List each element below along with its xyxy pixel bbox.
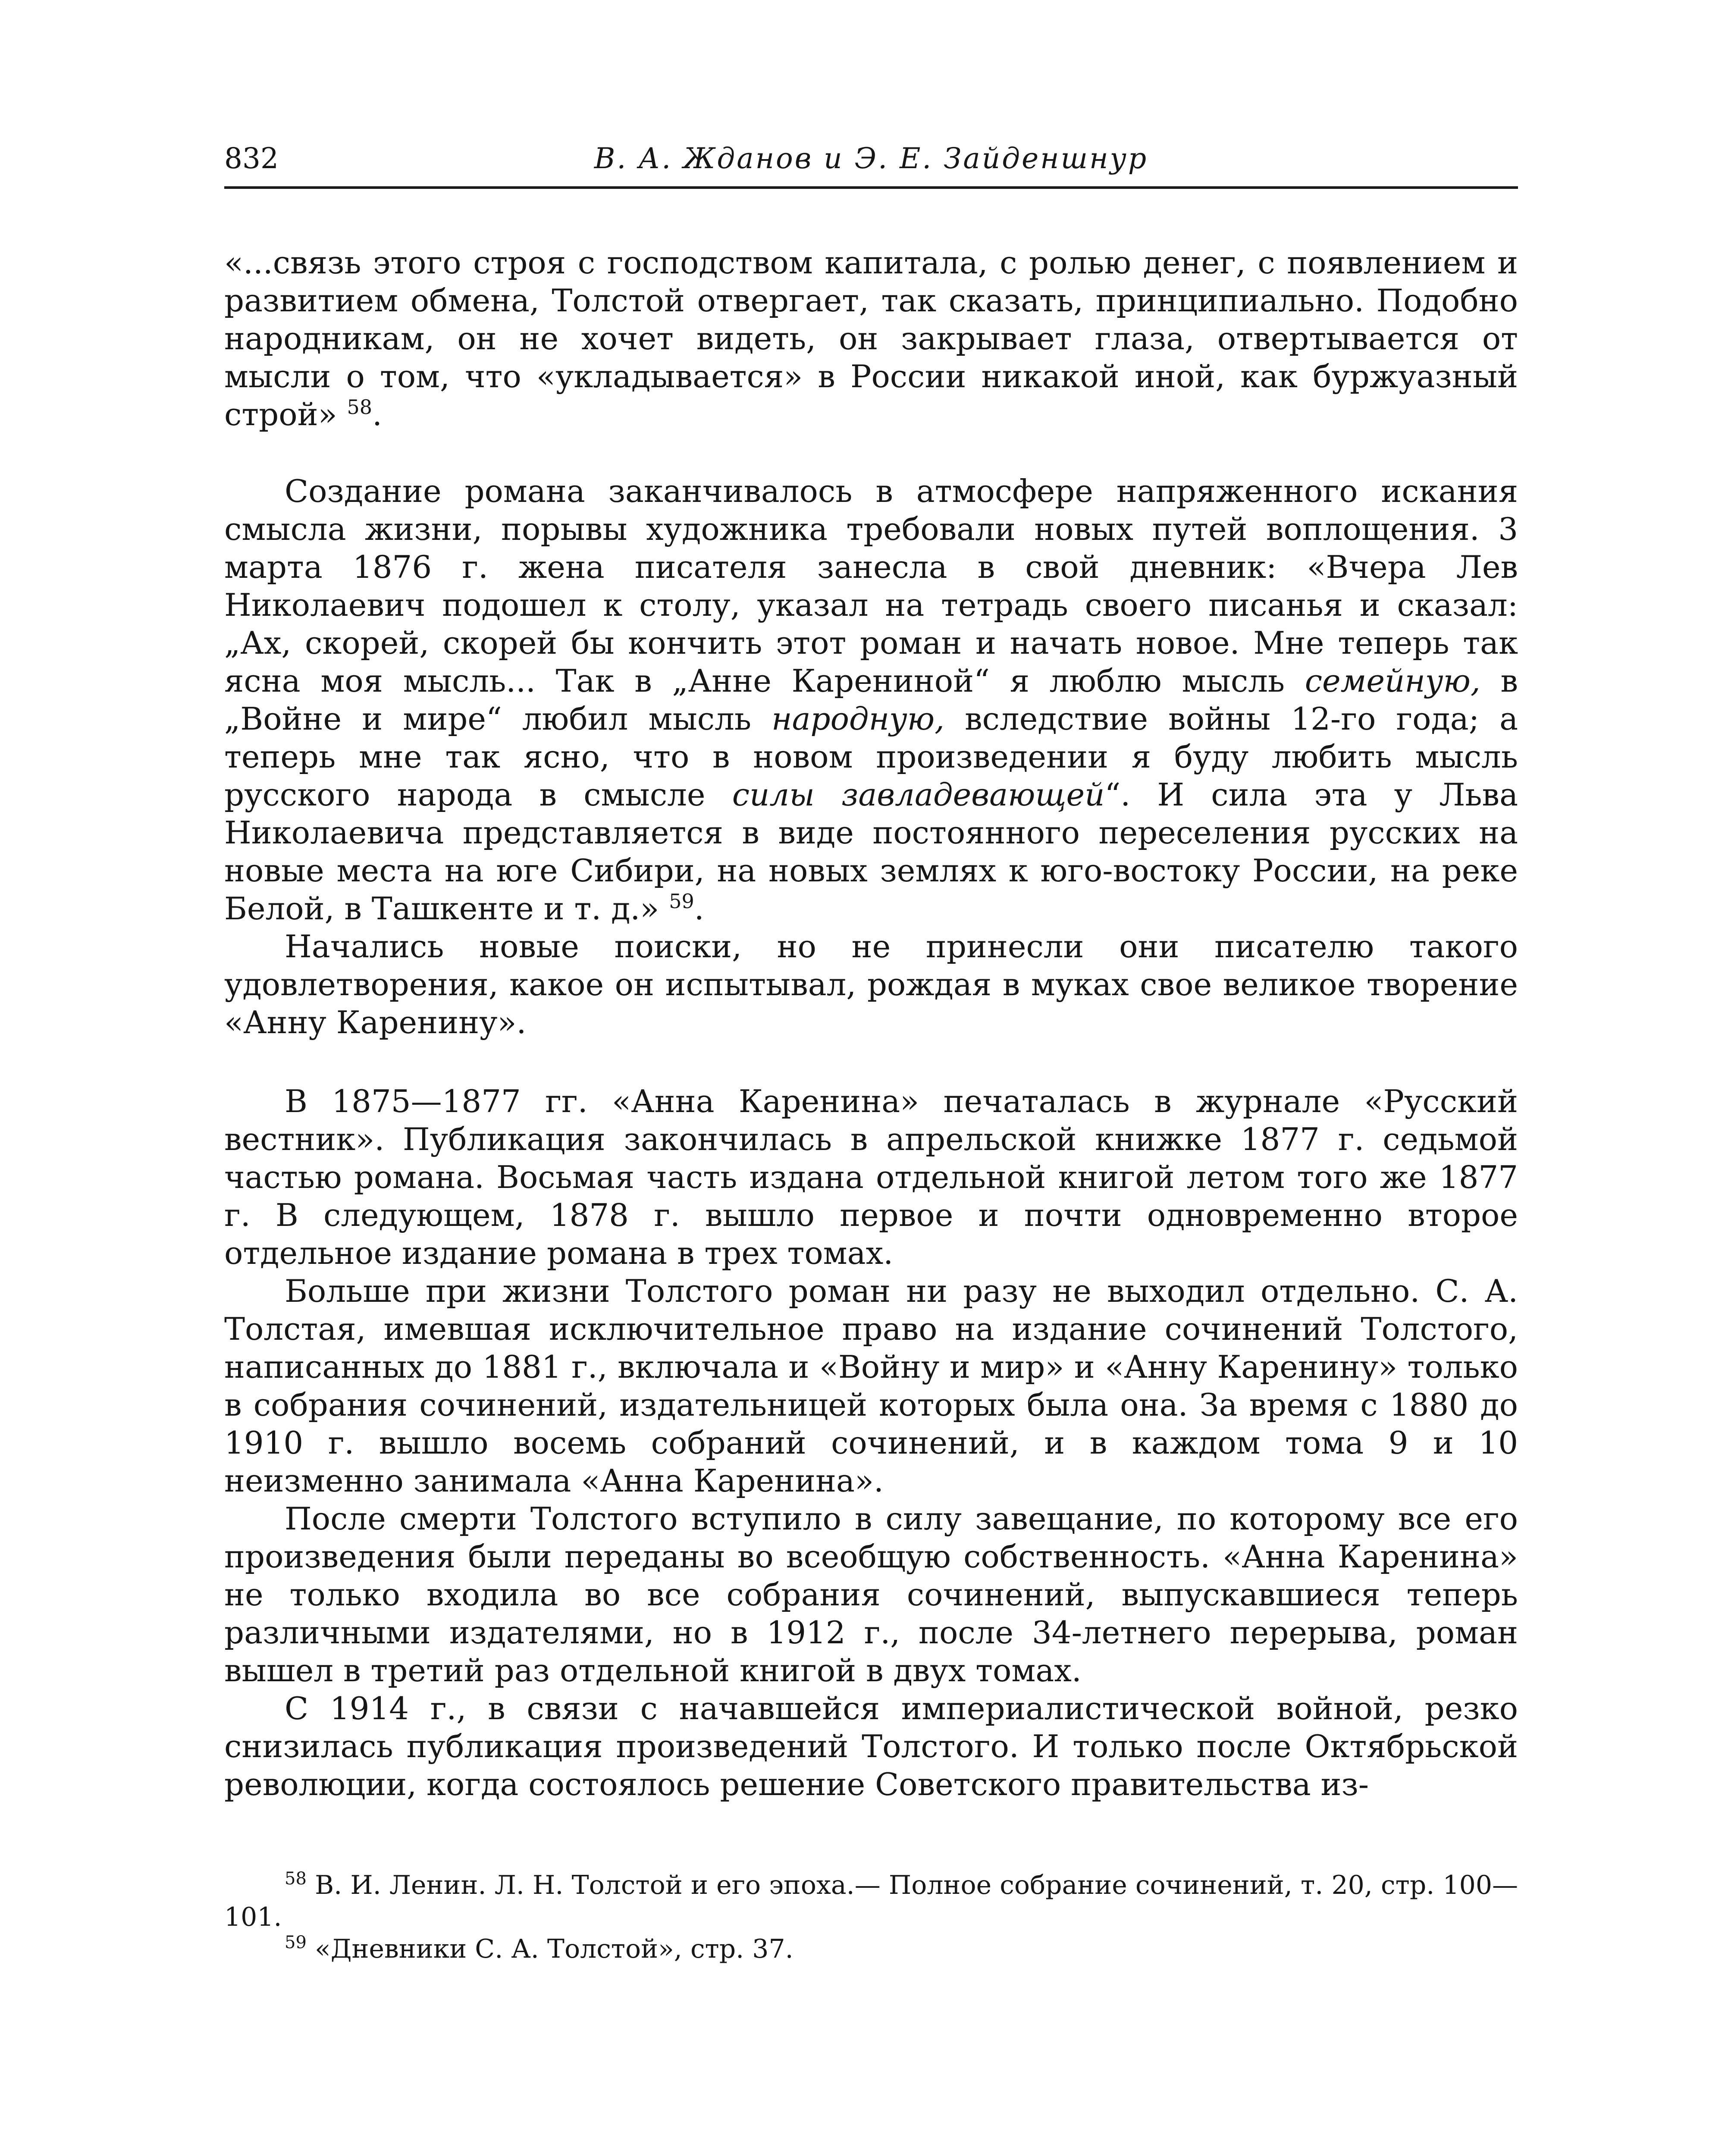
- paragraph-1-part-c: вследствие войны 12-го года; а теперь мне так ясно, что в новом произведении я буду любить мысль русского народа в смысле: [224, 701, 1518, 813]
- paragraph-4: Больше при жизни Толстого роман ни разу не выходил отдельно. С. А. Толстая, имевшая исключительное право на издание сочинений Толстого, написанных до 1881 г., включала и «Войну и мир» и «Анну Каренину» только в собрания сочинений, издательницей которых была она. За время с 1880 до 1910 г. вышло восемь собраний сочинений, и в каждом тома 9 и 10 неизменно занимала «Анна Каренина».: [224, 1273, 1518, 1499]
- quote-end: .: [372, 396, 382, 432]
- section-1: [224, 472, 1518, 1041]
- paragraph-5: После смерти Толстого вступило в силу завещание, по которому все его произведения были переданы во всеобщую собственность. «Анна Каренина» не только входила во все собрания сочинений, выпускавшиеся теперь различными издателями, но в 1912 г., после 34-летнего перерыва, роман вышел в третий раз отдельной книгой в двух томах.: [224, 1501, 1518, 1689]
- footnote-number: 59: [285, 1933, 307, 1952]
- footnote-58: [224, 1869, 1518, 1933]
- footnote-number: 58: [285, 1869, 307, 1889]
- running-title: В. А. Жданов и Э. Е. Зайденшнур: [594, 142, 1148, 175]
- emphasis-force: силы завладевающей: [732, 777, 1105, 813]
- page-number: 832: [224, 142, 279, 175]
- paragraph-1-part-d: “. И сила эта у Льва Николаевича представляется в виде постоянного переселения русских на новые места на юге Сибири, на новых землях к юго-востоку России, на реке Белой, в Ташкенте и т. д.»: [224, 777, 1518, 927]
- page-header: [224, 137, 1518, 185]
- paragraph-2: Начались новые поиски, но не принесли они писателю такого удовлетворения, какое он испытывал, рождая в муках свое великое творение «Анну Каренину».: [224, 928, 1518, 1040]
- paragraph-1-part-b: в „Войне и мире“ любил мысль: [224, 663, 1518, 737]
- emphasis-people: народную,: [772, 701, 945, 737]
- quote-block: [224, 244, 1518, 433]
- paragraph-3: В 1875—1877 гг. «Анна Каренина» печаталась в журнале «Русский вестник». Публикация закончилась в апрельской книжке 1877 г. седьмой частью романа. Восьмая часть издана отдельной книгой летом того же 1877 г. В следующем, 1878 г. вышло первое и почти одновременно второе отдельное издание романа в трех томах.: [224, 1083, 1518, 1271]
- paragraph-1-part-a: Создание романа заканчивалось в атмосфере напряженного искания смысла жизни, порывы художника требовали новых путей воплощения. 3 марта 1876 г. жена писателя занесла в свой дневник: «Вчера Лев Николаевич подошел к столу, указал на тетрадь своего писанья и сказал: „Ах, скорей, скорей бы кончить этот роман и начать новое. Мне теперь так ясна моя мысль... Так в „Анне Карениной“ я люблю мысль: [224, 473, 1518, 699]
- footnote-ref-58[interactable]: 58: [347, 395, 373, 419]
- footnote-59: [224, 1933, 1518, 1965]
- quote-text: «...связь этого строя с господством капитала, с ролью денег, с появлением и развитием обмена, Толстой отвергает, так сказать, принципиально. Подобно народникам, он не хочет видеть, он закрывает глаза, отвертывается от мысли о том, что «укладывается» в России никакой иной, как буржуазный строй»: [224, 244, 1518, 432]
- paragraph-6: С 1914 г., в связи с начавшейся империалистической войной, резко снизилась публикация произведений Толстого. И только после Октябрьской революции, когда состоялось решение Советского правительства из-: [224, 1690, 1518, 1802]
- paragraph-1: [224, 472, 1518, 928]
- footnotes: [224, 1869, 1518, 1965]
- section-2: [224, 1082, 1518, 1803]
- quote-paragraph: [224, 244, 1518, 433]
- footnote-text: В. И. Ленин. Л. Н. Толстой и его эпоха.— Полное собрание сочинений, т. 20, стр. 100—101.: [224, 1870, 1518, 1932]
- footnote-text: «Дневники С. А. Толстой», стр. 37.: [314, 1934, 794, 1964]
- emphasis-family: семейную,: [1305, 663, 1480, 699]
- paragraph-1-end: .: [694, 890, 704, 927]
- footnote-ref-59[interactable]: 59: [669, 890, 694, 913]
- header-rule: [224, 186, 1518, 189]
